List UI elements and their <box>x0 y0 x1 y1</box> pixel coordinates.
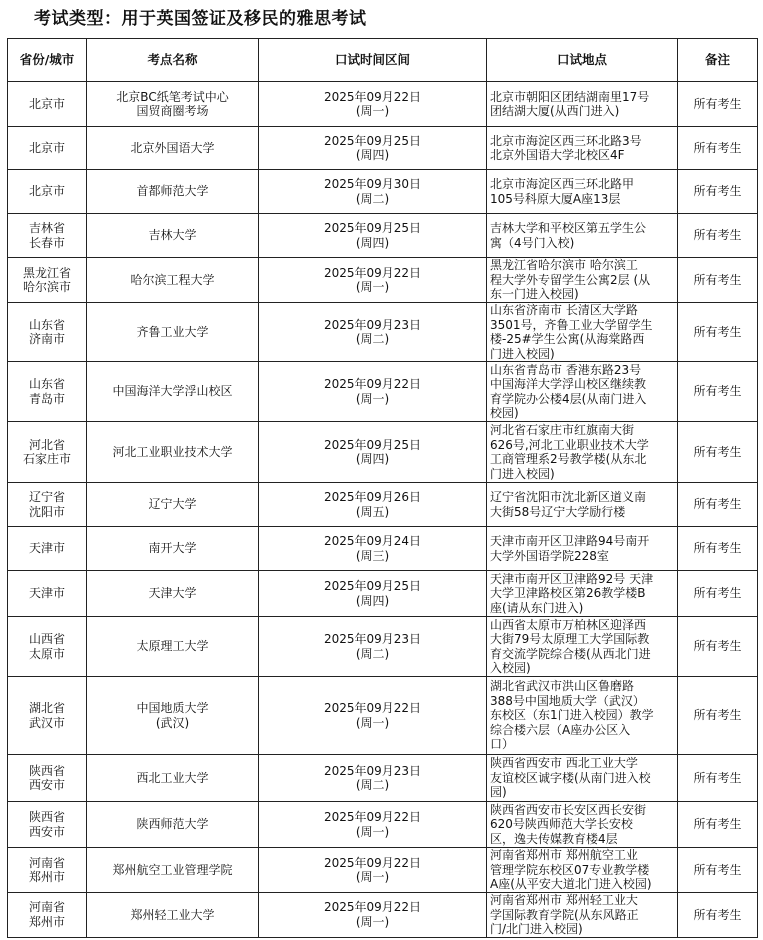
table-body <box>8 82 758 938</box>
center-cell <box>87 170 259 214</box>
time-cell <box>259 617 487 677</box>
cell-line: 郑州市 <box>28 914 65 929</box>
time-cell <box>259 677 487 755</box>
province-cell <box>8 527 87 571</box>
exam-date: 2025年09月25日 <box>323 579 422 593</box>
cell-line: 东一门进入校园) <box>490 287 579 302</box>
exam-date: 2025年09月26日 <box>323 490 422 504</box>
cell-line: 626号,河北工业职业技术大学 <box>490 437 649 452</box>
center-cell <box>87 362 259 422</box>
table-row <box>8 527 758 571</box>
province-cell <box>8 422 87 483</box>
cell-line: 黑龙江省 <box>22 265 71 280</box>
cell-line: 北京BC纸笔考试中心 <box>116 89 229 104</box>
exam-date: 2025年09月22日 <box>323 900 422 915</box>
cell-line: 辽宁省沈阳市沈北新区道义南 <box>490 490 647 504</box>
cell-line: 门/北门进入校园) <box>490 922 583 936</box>
header-location: 口试地点 <box>487 39 678 82</box>
page-title: 考试类型：用于英国签证及移民的雅思考试 <box>34 9 367 29</box>
address-cell <box>487 571 678 617</box>
cell-line: 园) <box>490 785 507 800</box>
cell-line: 天津市南开区卫津路92号 天津 <box>490 571 654 586</box>
header-time: 口试时间区间 <box>259 39 487 82</box>
address-cell <box>487 617 678 677</box>
exam-schedule-table <box>7 38 758 938</box>
cell-line: 大学外国语学院228室 <box>490 548 609 563</box>
cell-line: 大学卫津路校区第26教学楼B <box>490 586 646 601</box>
exam-weekday: (周四) <box>355 593 390 608</box>
cell-line: 黑龙江省哈尔滨市 哈尔滨工 <box>490 258 638 273</box>
province-cell <box>8 127 87 170</box>
time-cell <box>259 422 487 483</box>
table-row <box>8 755 758 802</box>
cell-line: 沈阳市 <box>28 504 65 519</box>
cell-line: 程大学外专留学生公寓2层 (从 <box>490 272 651 287</box>
center-cell <box>87 527 259 571</box>
exam-date: 2025年09月22日 <box>323 701 422 715</box>
header-note: 备注 <box>678 39 758 82</box>
cell-line: 河南省 <box>28 855 65 870</box>
cell-line: 口） <box>490 737 515 752</box>
cell-line: 武汉市 <box>28 715 65 730</box>
cell-line: 陕西师范大学 <box>136 817 209 832</box>
center-cell <box>87 677 259 755</box>
center-cell <box>87 214 259 258</box>
note-cell: 所有考生 <box>678 303 758 362</box>
cell-line: 620号陕西师范大学长安校 <box>490 817 633 832</box>
cell-line: 天津市南开区卫津路94号南开 <box>490 534 650 548</box>
province-cell <box>8 258 87 303</box>
note-cell: 所有考生 <box>678 755 758 802</box>
table-row <box>8 848 758 893</box>
cell-line: 山西省 <box>28 632 65 646</box>
table-row <box>8 802 758 848</box>
table-row <box>8 617 758 677</box>
table-row <box>8 677 758 755</box>
cell-line: 388号中国地质大学（武汉） <box>490 693 645 708</box>
cell-line: 南开大学 <box>148 541 197 556</box>
center-cell <box>87 802 259 848</box>
cell-line: 郑州航空工业管理学院 <box>112 862 233 877</box>
cell-line: 郑州市 <box>28 870 65 884</box>
province-cell <box>8 802 87 848</box>
cell-line: 山东省青岛市 香港东路23号 <box>490 362 642 377</box>
note-cell: 所有考生 <box>678 893 758 938</box>
table-row <box>8 82 758 127</box>
note-cell: 所有考生 <box>678 362 758 422</box>
table-row <box>8 127 758 170</box>
cell-line: 育交流学院综合楼(从西北门进 <box>490 646 651 661</box>
exam-weekday: (周二) <box>355 646 390 661</box>
exam-date: 2025年09月23日 <box>323 632 422 646</box>
cell-line: 济南市 <box>28 332 65 346</box>
cell-line: 吉林省 <box>28 221 65 235</box>
cell-line: 综合楼六层（A座办公区入 <box>490 722 631 737</box>
exam-weekday: (周一) <box>355 914 390 929</box>
cell-line: 国贸商圈考场 <box>136 104 209 118</box>
cell-line: 区，逸夫传媒教育楼4层 <box>490 831 618 846</box>
cell-line: 中国地质大学 <box>136 701 209 715</box>
exam-date: 2025年09月25日 <box>323 133 422 148</box>
cell-line: 天津大学 <box>148 586 197 601</box>
cell-line: 辽宁省 <box>28 490 65 504</box>
address-cell <box>487 362 678 422</box>
time-cell <box>259 303 487 362</box>
cell-line: 陕西省 <box>28 810 65 824</box>
cell-line: 河北省 <box>28 437 65 452</box>
exam-weekday: (周五) <box>355 504 390 519</box>
province-cell <box>8 170 87 214</box>
cell-line: 北京市 <box>28 184 65 199</box>
address-cell <box>487 483 678 527</box>
time-cell <box>259 755 487 802</box>
exam-weekday: (周一) <box>355 715 390 730</box>
cell-line: 天津市 <box>28 541 65 556</box>
address-cell <box>487 848 678 893</box>
time-cell <box>259 170 487 214</box>
exam-weekday: (周二) <box>355 778 390 792</box>
exam-date: 2025年09月23日 <box>323 317 422 332</box>
table-row <box>8 422 758 483</box>
cell-line: 湖北省 <box>28 701 65 715</box>
note-cell: 所有考生 <box>678 677 758 755</box>
cell-line: 北京市 <box>28 96 65 111</box>
note-cell: 所有考生 <box>678 571 758 617</box>
cell-line: A座(从平安大道北门进入校园) <box>490 877 652 892</box>
note-cell: 所有考生 <box>678 258 758 303</box>
cell-line: 寓（4号门入校) <box>490 235 575 250</box>
cell-line: 中国海洋大学浮山校区 <box>112 384 233 399</box>
cell-line: 入校园) <box>490 661 531 675</box>
note-cell: 所有考生 <box>678 127 758 170</box>
center-cell <box>87 258 259 303</box>
header-province: 省份/城市 <box>8 39 87 82</box>
exam-date: 2025年09月22日 <box>323 855 422 870</box>
cell-line: 北京市海淀区西三环北路3号 <box>490 133 642 148</box>
time-cell <box>259 802 487 848</box>
address-cell <box>487 422 678 483</box>
province-cell <box>8 617 87 677</box>
cell-line: 校园) <box>490 406 519 420</box>
header-row <box>8 39 758 82</box>
cell-line: 陕西省西安市长安区西长安街 <box>490 802 647 817</box>
province-cell <box>8 755 87 802</box>
note-cell: 所有考生 <box>678 483 758 527</box>
exam-weekday: (周二) <box>355 191 390 206</box>
exam-weekday: (周三) <box>355 548 390 563</box>
cell-line: 大街79号太原理工大学国际教 <box>490 632 650 646</box>
time-cell <box>259 527 487 571</box>
address-cell <box>487 303 678 362</box>
header-center: 考点名称 <box>87 39 259 82</box>
cell-line: 育学院办公楼4层(从南门进入 <box>490 391 647 406</box>
center-cell <box>87 893 259 938</box>
exam-date: 2025年09月22日 <box>323 89 422 104</box>
province-cell <box>8 677 87 755</box>
cell-line: 门进入校园) <box>490 466 555 481</box>
table-row <box>8 483 758 527</box>
cell-line: 郑州轻工业大学 <box>130 907 215 922</box>
time-cell <box>259 82 487 127</box>
address-cell <box>487 214 678 258</box>
cell-line: 河北省石家庄市红旗南大街 <box>490 423 635 437</box>
exam-date: 2025年09月22日 <box>323 265 422 280</box>
center-cell <box>87 483 259 527</box>
cell-line: 齐鲁工业大学 <box>136 324 209 339</box>
cell-line: 西北工业大学 <box>136 770 209 785</box>
address-cell <box>487 170 678 214</box>
cell-line: 哈尔滨市 <box>22 280 71 294</box>
province-cell <box>8 362 87 422</box>
cell-line: 山东省 <box>28 377 65 391</box>
cell-line: 管理学院东校区07专业教学楼 <box>490 862 650 877</box>
cell-line: 天津市 <box>28 586 65 601</box>
cell-line: 山西省太原市万柏林区迎泽西 <box>490 617 647 632</box>
center-cell <box>87 82 259 127</box>
note-cell: 所有考生 <box>678 82 758 127</box>
note-cell: 所有考生 <box>678 617 758 677</box>
exam-weekday: (周四) <box>355 235 390 250</box>
cell-line: 陕西省 <box>28 763 65 778</box>
exam-weekday: (周一) <box>355 391 390 406</box>
center-cell <box>87 755 259 802</box>
cell-line: 座(请从东门进入) <box>490 600 584 615</box>
exam-date: 2025年09月24日 <box>323 534 422 548</box>
cell-line: 西安市 <box>28 824 65 839</box>
table-row <box>8 893 758 938</box>
address-cell <box>487 258 678 303</box>
address-cell <box>487 755 678 802</box>
cell-line: 西安市 <box>28 778 65 792</box>
exam-weekday: (周一) <box>355 280 390 294</box>
province-cell <box>8 483 87 527</box>
province-cell <box>8 893 87 938</box>
time-cell <box>259 848 487 893</box>
cell-line: 中国海洋大学浮山校区继续教 <box>490 377 647 391</box>
cell-line: 学国际教育学院(从东风路正 <box>490 907 639 922</box>
province-cell <box>8 571 87 617</box>
cell-line: 哈尔滨工程大学 <box>130 272 215 287</box>
cell-line: 陕西省西安市 西北工业大学 <box>490 756 638 771</box>
time-cell <box>259 258 487 303</box>
table-row <box>8 303 758 362</box>
time-cell <box>259 127 487 170</box>
address-cell <box>487 527 678 571</box>
cell-line: 工商管理系2号教学楼(从东北 <box>490 452 647 466</box>
cell-line: 吉林大学和平校区第五学生公 <box>490 221 647 235</box>
province-cell <box>8 848 87 893</box>
cell-line: 北京市朝阳区团结湖南里17号 <box>490 89 650 104</box>
time-cell <box>259 362 487 422</box>
note-cell: 所有考生 <box>678 170 758 214</box>
cell-line: 大街58号辽宁大学励行楼 <box>490 504 626 519</box>
note-cell: 所有考生 <box>678 802 758 848</box>
province-cell <box>8 82 87 127</box>
cell-line: 东校区（东1门进入校园）教学 <box>490 708 654 723</box>
address-cell <box>487 82 678 127</box>
note-cell: 所有考生 <box>678 214 758 258</box>
exam-weekday: (周一) <box>355 824 390 839</box>
province-cell <box>8 214 87 258</box>
cell-line: 辽宁大学 <box>148 497 197 512</box>
center-cell <box>87 127 259 170</box>
center-cell <box>87 303 259 362</box>
table-row <box>8 214 758 258</box>
cell-line: 北京外国语大学北校区4F <box>490 148 625 162</box>
cell-line: 首都师范大学 <box>136 184 209 199</box>
province-cell <box>8 303 87 362</box>
cell-line: 吉林大学 <box>148 228 197 243</box>
cell-line: 团结湖大厦(从西门进入) <box>490 104 620 118</box>
exam-date: 2025年09月22日 <box>323 377 422 391</box>
cell-line: 楼-25#学生公寓(从海棠路西 <box>490 332 645 346</box>
exam-weekday: (周二) <box>355 332 390 346</box>
exam-date: 2025年09月25日 <box>323 221 422 235</box>
cell-line: 北京市海淀区西三环北路甲 <box>490 177 635 191</box>
exam-weekday: (周四) <box>355 148 390 162</box>
table-row <box>8 362 758 422</box>
cell-line: 河北工业职业技术大学 <box>112 444 233 459</box>
address-cell <box>487 127 678 170</box>
note-cell: 所有考生 <box>678 848 758 893</box>
cell-line: 山东省济南市 长清区大学路 <box>490 303 638 317</box>
cell-line: 北京外国语大学 <box>130 140 215 155</box>
cell-line: 河南省郑州市 郑州航空工业 <box>490 848 638 863</box>
time-cell <box>259 893 487 938</box>
table-row <box>8 258 758 303</box>
address-cell <box>487 893 678 938</box>
cell-line: 石家庄市 <box>22 452 71 466</box>
cell-line: 北京市 <box>28 140 65 155</box>
exam-weekday: (周一) <box>355 104 390 118</box>
exam-weekday: (周一) <box>355 870 390 884</box>
cell-line: 河南省郑州市 郑州轻工业大 <box>490 893 638 907</box>
exam-weekday: (周四) <box>355 452 390 466</box>
table-row <box>8 571 758 617</box>
table-row <box>8 170 758 214</box>
time-cell <box>259 214 487 258</box>
exam-date: 2025年09月23日 <box>323 763 422 778</box>
exam-date: 2025年09月22日 <box>323 810 422 824</box>
cell-line: 山东省 <box>28 317 65 332</box>
cell-line: 长春市 <box>28 235 65 250</box>
address-cell <box>487 677 678 755</box>
center-cell <box>87 617 259 677</box>
cell-line: 门进入校园) <box>490 346 555 361</box>
exam-date: 2025年09月30日 <box>323 177 422 191</box>
cell-line: 河南省 <box>28 900 65 915</box>
note-cell: 所有考生 <box>678 422 758 483</box>
address-cell <box>487 802 678 848</box>
time-cell <box>259 571 487 617</box>
center-cell <box>87 571 259 617</box>
cell-line: 太原理工大学 <box>136 639 209 654</box>
time-cell <box>259 483 487 527</box>
cell-line: (武汉) <box>155 715 190 730</box>
note-cell: 所有考生 <box>678 527 758 571</box>
exam-date: 2025年09月25日 <box>323 437 422 452</box>
cell-line: 105号科原大厦A座13层 <box>490 191 621 206</box>
cell-line: 3501号，齐鲁工业大学留学生 <box>490 317 653 332</box>
cell-line: 友谊校区诚字楼(从南门进入校 <box>490 770 651 785</box>
cell-line: 太原市 <box>28 646 65 661</box>
cell-line: 湖北省武汉市洪山区鲁磨路 <box>490 679 635 694</box>
center-cell <box>87 848 259 893</box>
cell-line: 青岛市 <box>28 391 65 406</box>
center-cell <box>87 422 259 483</box>
